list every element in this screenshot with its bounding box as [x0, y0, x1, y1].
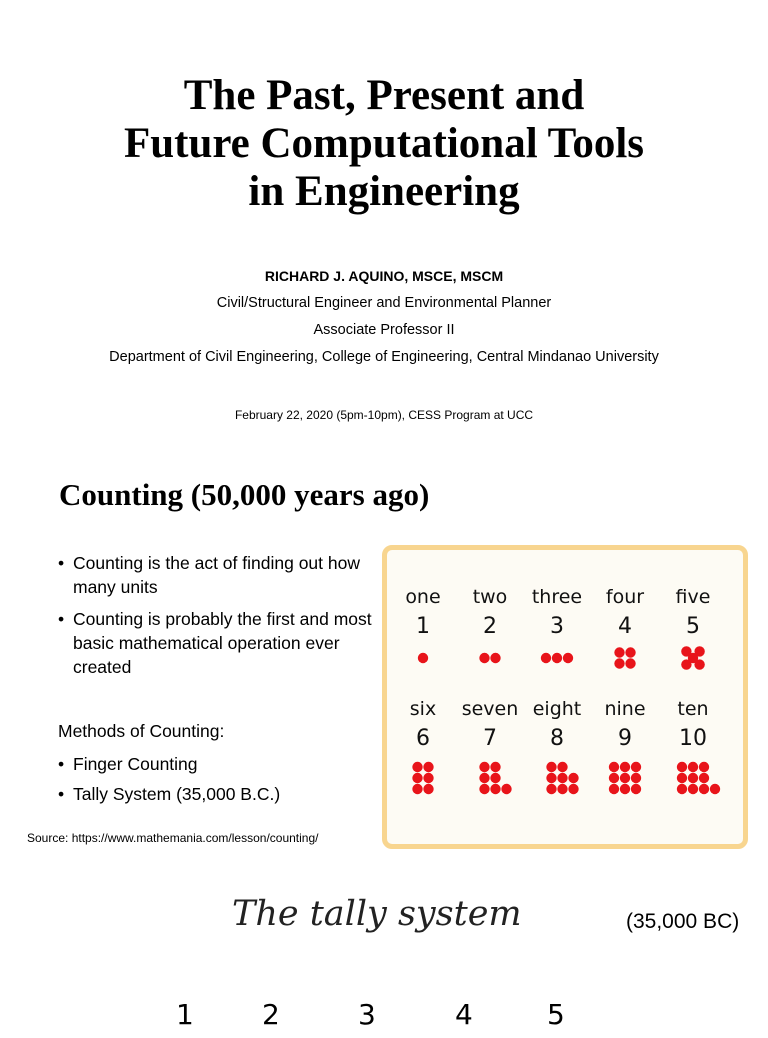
count-dot	[412, 773, 422, 783]
count-dot	[631, 762, 641, 772]
count-dot	[563, 653, 573, 663]
title-line: The Past, Present and	[183, 72, 585, 119]
count-dot	[490, 784, 500, 794]
count-dot	[546, 762, 556, 772]
count-dot	[609, 784, 619, 794]
count-dot	[557, 784, 567, 794]
count-dot	[688, 784, 698, 794]
count-dot	[620, 784, 630, 794]
count-dot	[479, 784, 489, 794]
count-dot	[625, 658, 635, 668]
counting-slide	[0, 455, 768, 865]
slide-heading: Counting (50,000 years ago)	[59, 477, 430, 512]
count-dot	[412, 784, 422, 794]
count-dot	[423, 784, 433, 794]
tally-title: The tally system	[232, 894, 522, 934]
count-dot	[609, 762, 619, 772]
count-dot	[568, 784, 578, 794]
tally-number: 5	[547, 998, 565, 1031]
method-item: • Tally System (35,000 B.C.)	[58, 782, 378, 806]
count-dot	[490, 762, 500, 772]
presentation-date: February 22, 2020 (5pm-10pm), CESS Program at UCC	[234, 408, 534, 422]
count-dot	[677, 784, 687, 794]
number-word: seven	[461, 698, 519, 720]
method-item: • Finger Counting	[58, 752, 378, 776]
count-dot	[546, 773, 556, 783]
number-digit: 4	[618, 614, 632, 639]
number-word: three	[531, 586, 583, 608]
counting-illustration	[387, 550, 743, 844]
count-dot	[699, 773, 709, 783]
affiliation-line: Associate Professor II	[313, 322, 455, 338]
number-digit: 10	[679, 726, 707, 751]
number-word: five	[675, 586, 711, 608]
count-dot	[677, 762, 687, 772]
count-dot	[479, 762, 489, 772]
bullet-list	[58, 551, 378, 687]
methods-list	[58, 752, 378, 812]
number-digit: 5	[686, 614, 700, 639]
count-dot	[699, 784, 709, 794]
title-line: in Engineering	[248, 168, 520, 215]
count-dot	[568, 773, 578, 783]
count-dot	[625, 647, 635, 657]
number-word: four	[605, 586, 645, 608]
count-dot	[490, 653, 500, 663]
count-dot	[614, 647, 624, 657]
count-dot	[423, 762, 433, 772]
count-dot	[688, 762, 698, 772]
affiliation-line: Civil/Structural Engineer and Environmental Planner	[216, 295, 552, 311]
number-digit: 9	[618, 726, 632, 751]
count-dot	[609, 773, 619, 783]
tally-slide	[0, 870, 768, 1031]
count-dot	[710, 784, 720, 794]
number-digit: 1	[416, 614, 430, 639]
count-dot	[541, 653, 551, 663]
bullet-item: • Counting is the act of finding out how many units	[58, 551, 378, 599]
count-dot	[546, 784, 556, 794]
tally-date: (35,000 BC)	[626, 910, 740, 933]
count-dot	[694, 659, 704, 669]
counting-figure	[382, 545, 748, 849]
number-word: eight	[532, 698, 582, 720]
tally-numbers	[0, 998, 768, 1038]
count-dot	[552, 653, 562, 663]
number-digit: 3	[550, 614, 564, 639]
number-digit: 8	[550, 726, 564, 751]
count-dot	[479, 653, 489, 663]
number-word: two	[472, 586, 508, 608]
title-slide	[0, 0, 768, 450]
count-dot	[418, 653, 428, 663]
count-dot	[412, 762, 422, 772]
presentation-title	[0, 72, 768, 216]
number-digit: 2	[483, 614, 497, 639]
bullet-item: • Counting is probably the first and most basic mathematical operation ever created	[58, 607, 378, 679]
count-dot	[620, 762, 630, 772]
affiliation-line: Department of Civil Engineering, College of Engineering, Central Mindanao University	[109, 349, 659, 365]
tally-number: 2	[262, 998, 280, 1031]
count-dot	[479, 773, 489, 783]
count-dot	[557, 773, 567, 783]
tally-number: 1	[176, 998, 194, 1031]
number-word: ten	[677, 698, 709, 720]
methods-heading: Methods of Counting:	[58, 721, 225, 741]
number-digit: 6	[416, 726, 430, 751]
count-dot	[490, 773, 500, 783]
count-dot	[423, 773, 433, 783]
count-dot	[631, 784, 641, 794]
tally-number: 3	[358, 998, 376, 1031]
count-dot	[620, 773, 630, 783]
count-dot	[614, 658, 624, 668]
count-dot	[631, 773, 641, 783]
count-dot	[681, 659, 691, 669]
count-dot	[677, 773, 687, 783]
title-line: Future Computational Tools	[123, 120, 645, 167]
number-word: six	[409, 698, 437, 720]
count-dot	[501, 784, 511, 794]
number-digit: 7	[483, 726, 497, 751]
tally-number: 4	[455, 998, 473, 1031]
number-word: one	[405, 586, 441, 608]
source-citation: Source: https://www.mathemania.com/lesson/counting/	[27, 831, 319, 845]
count-dot	[699, 762, 709, 772]
number-word: nine	[604, 698, 646, 720]
count-dot	[688, 773, 698, 783]
count-dot	[557, 762, 567, 772]
author-name: RICHARD J. AQUINO, MSCE, MSCM	[264, 268, 504, 284]
